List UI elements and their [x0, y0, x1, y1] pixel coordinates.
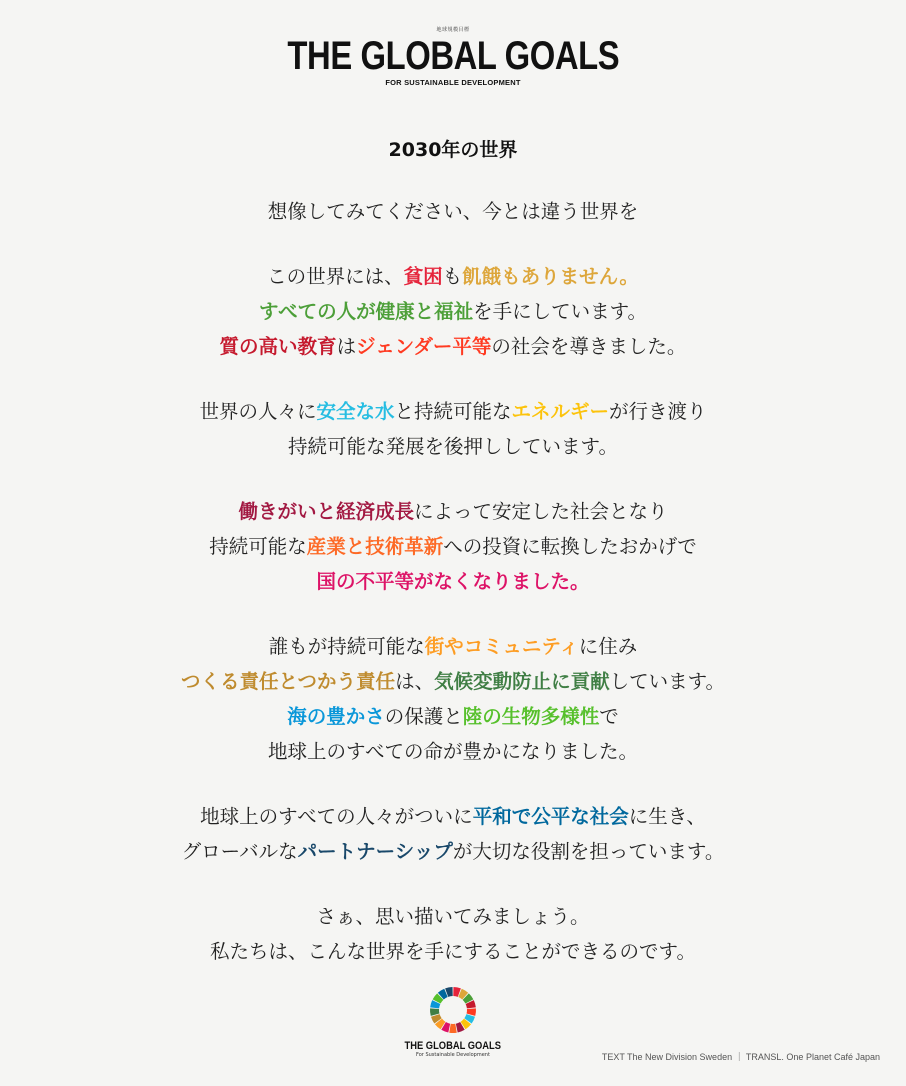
- text-segment: の保護と: [384, 705, 463, 728]
- sdg-wheel-segment: [449, 1024, 457, 1033]
- text-line: [0, 259, 906, 294]
- text-line: [0, 294, 906, 329]
- text-line: [0, 394, 906, 429]
- highlighted-goal: 働きがいと経済成長: [238, 500, 414, 523]
- text-segment: 想像してみてください、今とは違う世界を: [267, 200, 639, 223]
- text-line: [0, 834, 906, 869]
- highlighted-goal: 街やコミュニティ: [424, 635, 579, 658]
- text-segment: は、: [395, 670, 435, 693]
- highlighted-goal: つくる責任とつかう責任: [180, 670, 396, 693]
- text-segment: に住み: [578, 635, 638, 658]
- text-line: [0, 799, 906, 834]
- text-line: [0, 529, 906, 564]
- text-segment: に生き、: [628, 805, 706, 828]
- text-segment: 誰もが持続可能な: [268, 635, 425, 658]
- highlighted-goal: 質の高い教育: [219, 335, 337, 358]
- text-segment: も: [442, 265, 463, 288]
- text-segment: が大切な役割を担っています。: [452, 840, 725, 863]
- text-segment: で: [599, 705, 619, 728]
- text-segment: と持続可能な: [394, 400, 512, 423]
- highlighted-goal: 。: [619, 265, 639, 288]
- text-line: [0, 899, 906, 934]
- paragraph: [0, 194, 906, 229]
- text-line: [0, 629, 906, 664]
- text-segment: によって安定した社会となり: [414, 500, 668, 523]
- highlighted-goal: 安全な水: [316, 400, 395, 423]
- sdg-wheel-icon: [429, 986, 477, 1034]
- logo-kicker: 地球規模目標: [436, 27, 470, 33]
- text-segment: を手にしています。: [473, 300, 648, 323]
- text-line: [0, 564, 906, 599]
- highlighted-goal: 気候変動防止に貢献: [434, 670, 610, 693]
- highlighted-goal: ジェンダー平等: [356, 335, 492, 358]
- highlighted-goal: 飢餓もありません: [462, 265, 620, 288]
- paragraph: [0, 799, 906, 869]
- logo-wordmark: THE GLOBAL GOALS: [287, 34, 619, 78]
- global-goals-logo: [0, 26, 906, 87]
- text-segment: しています。: [609, 670, 726, 693]
- text-line: [0, 194, 906, 229]
- poem-body: [0, 194, 906, 969]
- text-segment: 持続可能な発展を後押ししています。: [288, 435, 618, 458]
- text-segment: グローバルな: [181, 840, 298, 863]
- text-segment: 持続可能な: [209, 535, 307, 558]
- text-line: [0, 664, 906, 699]
- paragraph: [0, 629, 906, 769]
- text-line: [0, 699, 906, 734]
- paragraph: [0, 494, 906, 599]
- highlighted-goal: 平和で公平な社会: [472, 805, 629, 828]
- paragraph: [0, 899, 906, 969]
- highlighted-goal: 貧困: [403, 265, 443, 288]
- text-segment: さぁ、思い描いてみましょう。: [316, 905, 590, 928]
- page-title: 2030年の世界: [388, 139, 518, 161]
- highlighted-goal: エネルギー: [511, 400, 610, 423]
- text-segment: は: [336, 335, 357, 358]
- highlighted-goal: 陸の生物多様性: [462, 705, 600, 728]
- text-segment: この世界には、: [267, 265, 404, 288]
- text-line: [0, 494, 906, 529]
- text-segment: が行き渡り: [609, 400, 707, 423]
- credit-text: TEXT The New Division Sweden ｜ TRANSL. One Planet Café Japan: [601, 1052, 880, 1062]
- footer-logo: [0, 986, 906, 1058]
- text-segment: への投資に転換したおかげで: [443, 535, 697, 558]
- paragraph: [0, 394, 906, 464]
- text-segment: 地球上のすべての人々がついに: [200, 805, 473, 828]
- text-segment: 地球上のすべての命が豊かになりました。: [267, 740, 639, 763]
- text-line: [0, 329, 906, 364]
- highlighted-goal: 海の豊かさ: [287, 705, 385, 728]
- text-line: [0, 934, 906, 969]
- text-segment: の社会を導きました。: [491, 335, 687, 358]
- highlighted-goal: 国の不平等がなくなりました: [316, 570, 570, 593]
- footer-logo-subtitle: For Sustainable Development: [416, 1052, 490, 1058]
- highlighted-goal: 産業と技術革新: [306, 535, 444, 558]
- text-line: [0, 429, 906, 464]
- text-segment: 世界の人々に: [199, 400, 317, 423]
- paragraph: [0, 259, 906, 364]
- text-line: [0, 734, 906, 769]
- highlighted-goal: パートナーシップ: [297, 840, 453, 863]
- footer-logo-wordmark: THE GLOBAL GOALS: [404, 1040, 502, 1052]
- logo-subtitle: FOR SUSTAINABLE DEVELOPMENT: [385, 78, 521, 87]
- text-segment: 私たちは、こんな世界を手にすることができるのです。: [210, 940, 696, 963]
- highlighted-goal: すべての人が健康と福祉: [258, 300, 474, 323]
- highlighted-goal: 。: [570, 570, 590, 593]
